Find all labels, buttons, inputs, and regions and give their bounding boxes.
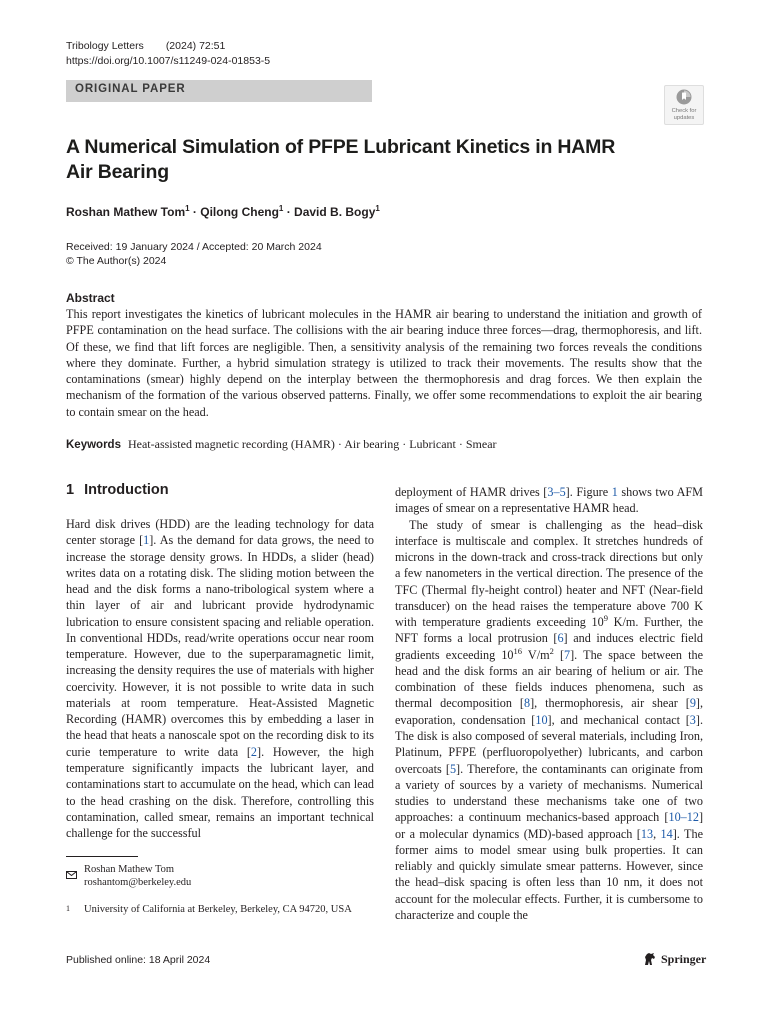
- citation-link[interactable]: 14: [660, 826, 673, 841]
- journal-header: [66, 40, 225, 52]
- footnote-divider: [66, 856, 138, 857]
- citation-link[interactable]: 5: [449, 761, 457, 776]
- author-separator: ·: [189, 205, 201, 219]
- affiliation-number: 1: [66, 904, 70, 913]
- citation-link[interactable]: 3–5: [547, 485, 566, 499]
- body-column-left: [66, 516, 374, 841]
- citation-link[interactable]: 13: [640, 826, 654, 841]
- copyright-notice: © The Author(s) 2024: [66, 255, 167, 267]
- author-affiliation-marker: 1: [375, 204, 380, 213]
- crossmark-icon: [676, 89, 692, 105]
- superscript: 16: [513, 645, 523, 656]
- citation-link[interactable]: 10: [535, 712, 548, 727]
- intro-paragraph-1-continued: deployment of HAMR drives [3–5]. Figure 1 shows two AFM images of smear on a representative HAMR head.: [395, 485, 704, 516]
- citation-link[interactable]: 1: [143, 533, 150, 548]
- envelope-icon: [66, 866, 77, 884]
- article-type-banner: [66, 80, 372, 102]
- citation-link[interactable]: 9: [689, 696, 696, 711]
- citation-link[interactable]: 10–12: [668, 810, 699, 825]
- author-name[interactable]: Roshan Mathew Tom: [66, 205, 186, 219]
- paper-title: A Numerical Simulation of PFPE Lubricant Kinetics in HAMR Air Bearing: [66, 136, 616, 183]
- author-separator: ·: [283, 205, 295, 219]
- section-number: 1: [66, 482, 75, 498]
- abstract-heading: Abstract: [66, 291, 115, 305]
- keywords-text: Heat-assisted magnetic recording (HAMR) · Air bearing · Lubricant · Smear: [127, 437, 497, 451]
- intro-paragraph-2: The study of smear is challenging as the head–disk interface is multiscale and complex. It stretches hundreds of microns in the down-track and cross-track directions but only a few nanometers in the vertical direction. The presence of the TFC (Thermal fly-height control) heater and NFT (Near-field transducer) on the head raises the temperature above 700 K with temperature gradients exceeding $10^9$ K/m. Further, the NFT forms a local protrusion [6] and induces electric field gradients exceeding $10^{16}$ $V/m^2$ [7]. The space between the head and the disk forms an air bearing of helium or air. The combination of these fields induces phenomena, such as thermal decomposition [8], thermophoresis, air shear [9], evaporation, condensation [10], and mechanical contact [3]. The disk is also composed of several materials, including Iron, Platinum, PFPE (perfluoropolyether) lubricants, and carbon overcoats [5]. Therefore, the contaminants can originate from a variety of sources by a variety of mechanisms. Numerical studies to understand these mechanisms take one of two approaches: a continuum mechanics-based approach [10–12] or a molecular dynamics (MD)-based approach [13, 14]. The former aims to model smear using bulk properties. It can reliably and quickly simulate smear patterns. However, since the head–disk spacing is often less than 10 nm, it does not account for the molecular effects. Further, it is cumbersome to characterize and couple the: [395, 517, 704, 922]
- journal-name: Tribology Letters: [66, 40, 144, 52]
- citation-link[interactable]: 8: [523, 696, 531, 711]
- citation-link[interactable]: 3: [689, 712, 696, 727]
- crossmark-label-line2: updates: [673, 114, 695, 121]
- citation-link[interactable]: 6: [557, 631, 564, 646]
- superscript: 2: [549, 645, 554, 656]
- superscript: 9: [603, 613, 608, 624]
- section-title: Introduction: [84, 482, 169, 498]
- citation-link[interactable]: 7: [564, 647, 571, 662]
- article-type-label: ORIGINAL PAPER: [75, 83, 186, 95]
- springer-horse-icon: [643, 952, 657, 966]
- publisher-name: Springer: [661, 952, 707, 966]
- body-column-right: [395, 484, 703, 923]
- author-list: [66, 204, 380, 219]
- doi-link[interactable]: https://doi.org/10.1007/s11249-024-01853-5: [66, 55, 271, 67]
- published-date: Published online: 18 April 2024: [66, 954, 211, 966]
- author-name[interactable]: David B. Bogy: [294, 205, 376, 219]
- check-for-updates-badge[interactable]: [664, 85, 704, 125]
- keywords-line: [66, 437, 702, 452]
- corresponding-author-email[interactable]: roshantom@berkeley.edu: [84, 877, 192, 888]
- author-affiliation-marker: 1: [185, 204, 190, 213]
- affiliation-text: University of California at Berkeley, Berkeley, CA 94720, USA: [84, 904, 352, 915]
- author-name[interactable]: Qilong Cheng: [200, 205, 279, 219]
- journal-volume: (2024) 72:51: [165, 40, 226, 52]
- corresponding-author-name: Roshan Mathew Tom: [84, 864, 175, 875]
- received-accepted-dates: Received: 19 January 2024 / Accepted: 20 March 2024: [66, 241, 322, 253]
- intro-paragraph-1: Hard disk drives (HDD) are the leading technology for data center storage [1]. As the demand for data grows, the need to increase the storage density grows. In HDDs, a slider (head) writes data on a rotating disk. The sliding motion between the head and the disk forms a nano-tribological system where a thin layer of air and lubricant provide hydrodynamic lubrication to ensure consistent spacing and reliable operation. In conventional HDDs, read/write operations occur near room temperature. However, due to the superparamagnetic limit, increasing the density requires the use of materials with higher coercivity. However, it is not possible to write data in such materials at room temperature. Heat-Assisted Magnetic Recording (HAMR) overcomes this by embedding a laser in the head that heats a nanoscale spot on the recording disk to its curie temperature to write data [2]. However, the high temperature significantly impacts the lubricant layer, and contaminations start to accumulate on the head, which can lead to the head crashing on the disk. Therefore, controlling this contamination, called smear, remains an important technical challenge for the successful: [66, 517, 374, 841]
- abstract-text: This report investigates the kinetics of lubricant molecules in the HAMR air bearing to understand the initiation and growth of PFPE contamination on the head surface. The collisions with the air bearing induce three forces—drag, thermophoresis, and lift. Of these, we find that lift forces are negligible. Then, a sensitivity analysis of the remaining two forces reveals the conditions where they dominate. Further, a hybrid simulation strategy is utilized to track their movements. The results show that the contaminations (smear) highly depend on the interplay between the thermophoresis and drag forces. We then explain the mechanism of the formation of the various observed patterns. Finally, we offer some recommendations to exploit the air bearing to contain smear on the head.: [66, 307, 702, 419]
- citation-link[interactable]: 2: [250, 744, 258, 759]
- publisher-logo: [643, 952, 706, 967]
- keywords-heading: Keywords: [66, 439, 121, 451]
- citation-link[interactable]: 1: [611, 485, 618, 499]
- author-affiliation-marker: 1: [278, 204, 284, 213]
- crossmark-label-line1: Check for: [671, 108, 697, 114]
- section-heading-introduction: [66, 482, 169, 498]
